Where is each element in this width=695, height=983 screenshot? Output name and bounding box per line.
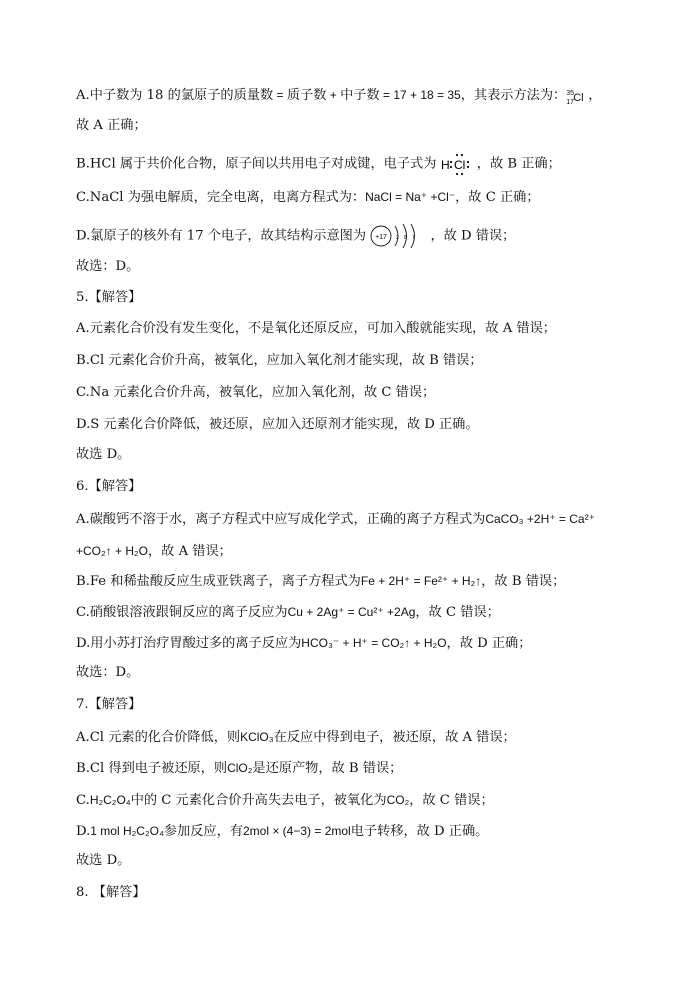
q5-option-d: D.S 元素化合价降低，被还原，应加入还原剂才能实现，故 D 正确。 (76, 417, 479, 432)
chlorine-atom-structure-diagram (370, 222, 426, 250)
q4-conclusion: 故选：D。 (76, 259, 140, 274)
q7-option-d: D.1 mol H₂C₂O₄参加反应，有2mol × (4−3) = 2mol电子转移，故 D 正确。 (76, 824, 489, 839)
q6-option-a-line2: +CO₂↑ + H₂O，故 A 错误； (76, 544, 232, 559)
q4-option-a-line2: 故 A 正确； (76, 118, 147, 133)
q5-option-a: A.元素化合价没有发生变化，不是氧化还原反应，可加入酸就能实现，故 A 错误； (76, 321, 556, 336)
q7-header: 7.【解答】 (76, 697, 142, 712)
svg-text:8: 8 (404, 235, 408, 241)
q4-option-d: D.氯原子的核外有 17 个电子，故其结构示意图为 +17 2 8 7 ，故 D 错误； (76, 222, 515, 250)
q6-option-a-line1: A.碳酸钙不溶于水，离子方程式中应写成化学式，正确的离子方程式为CaCO₃ +2H⁺ = Ca²⁺ (76, 512, 595, 527)
hcl-electron-formula (441, 151, 473, 177)
q5-header: 5.【解答】 (76, 290, 142, 305)
q4-option-c: C.NaCl 为强电解质，完全电离，电离方程式为：NaCl = Na⁺ +Cl⁻，故 C 正确； (76, 190, 540, 205)
chlorine-isotope-notation: 35 17 Cl (566, 89, 584, 106)
q4-option-b: B.HCl 属于共价化合物，原子间以共用电子对成键，电子式为 H Cl ，故 B 正确； (76, 151, 561, 177)
svg-text:7: 7 (412, 235, 416, 241)
svg-text:2: 2 (396, 235, 400, 241)
q5-conclusion: 故选 D。 (76, 447, 131, 462)
q6-option-b: B.Fe 和稀盐酸反应生成亚铁离子，离子方程式为Fe + 2H⁺ = Fe²⁺ + H₂↑，故 B 错误； (76, 574, 566, 589)
svg-text:Cl: Cl (453, 158, 465, 172)
q5-option-c: C.Na 元素化合价升高，被氧化，应加入氧化剂，故 C 错误； (76, 385, 436, 400)
q8-header: 8. 【解答】 (76, 885, 146, 900)
q7-option-a: A.Cl 元素的化合价降低，则KClO₃在反应中得到电子，被还原，故 A 错误； (76, 730, 516, 745)
q6-conclusion: 故选：D。 (76, 665, 140, 680)
q7-conclusion: 故选 D。 (76, 853, 131, 868)
q5-option-b: B.Cl 元素化合价升高，被氧化，应加入氧化剂才能实现，故 B 错误； (76, 353, 483, 368)
q6-option-c: C.硝酸银溶液跟铜反应的离子反应为Cu + 2Ag⁺ = Cu²⁺ +2Ag，故 C 错误； (76, 605, 500, 620)
q4-option-a-line1: A.中子数为 18 的氯原子的质量数 = 质子数 + 中子数 = 17 + 18 = 35，其表示方法为： 35 17 Cl ， (76, 88, 602, 106)
q7-option-b: B.Cl 得到电子被还原，则ClO₂是还原产物，故 B 错误； (76, 761, 403, 776)
svg-text:H: H (440, 158, 450, 172)
svg-text:+17: +17 (375, 234, 388, 241)
q6-header: 6.【解答】 (76, 479, 142, 494)
q7-option-c: C.H₂C₂O₄中的 C 元素化合价升高失去电子，被氧化为CO₂，故 C 错误； (76, 793, 494, 808)
q6-option-d: D.用小苏打治疗胃酸过多的离子反应为HCO₃⁻ + H⁺ = CO₂↑ + H₂O，故 D 正确； (76, 636, 532, 651)
